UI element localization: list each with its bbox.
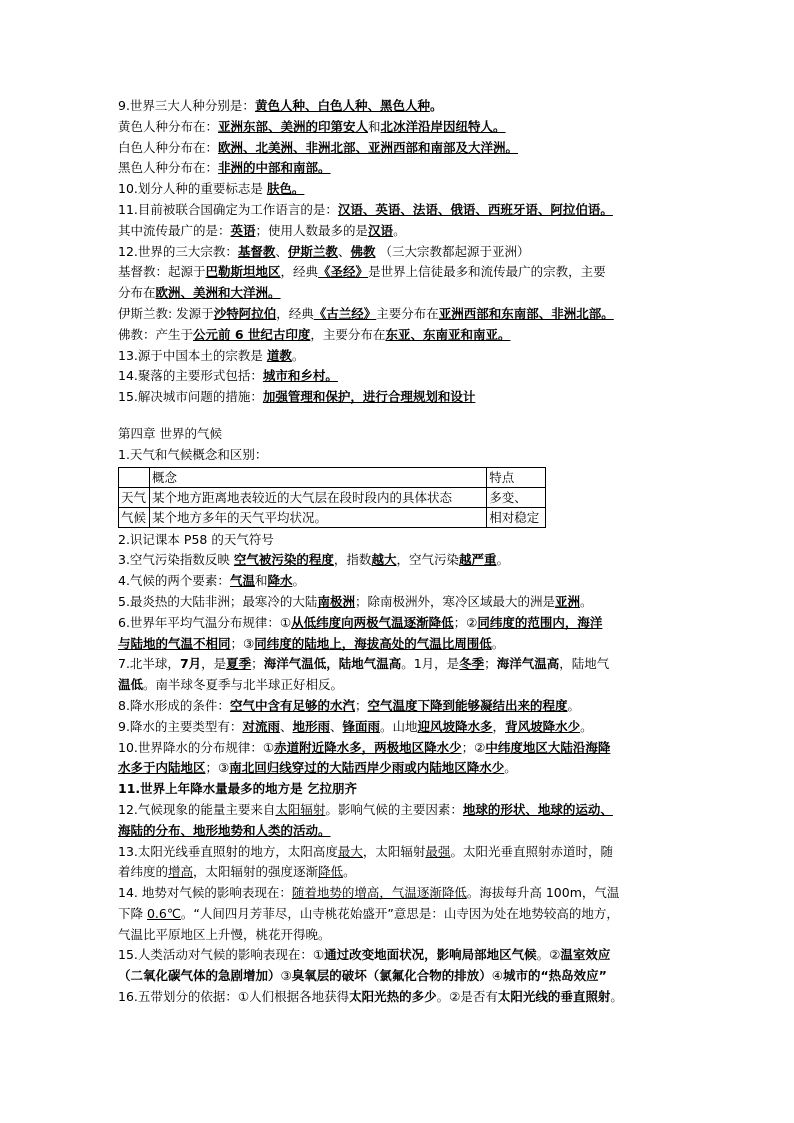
line-settlements (118, 366, 678, 387)
answer: 冬季 (459, 656, 485, 672)
text: 6.世界年平均气温分布规律：① (118, 614, 292, 630)
answer: 随着地势的增高，气温逐渐降低 (291, 885, 467, 901)
answer: 赤道附近降水多，两极地区降水少 (274, 739, 462, 755)
answer: 最强 (425, 843, 451, 859)
answer: 越严重 (458, 552, 497, 568)
line-precip-distribution (118, 738, 678, 759)
answer: 同纬度的陆地上，海拔高处的气温比周围低 (254, 635, 492, 651)
text: 、 (275, 243, 288, 259)
answer: 地形雨 (292, 718, 330, 734)
line-christianity-2 (118, 283, 678, 304)
text: 白色人种分布在： (118, 139, 219, 155)
text: 。 (343, 864, 356, 880)
answer: 城市和乡村。 (262, 368, 338, 384)
line-precip-distribution-2 (118, 758, 678, 779)
line-sun-angle (118, 842, 678, 863)
line-terrain-2 (118, 904, 678, 925)
text: ，太阳辐射 (362, 843, 426, 859)
answer: 太阳辐射 (275, 801, 326, 817)
text: 佛教：产生于 (118, 326, 194, 342)
answer: 汉语 (368, 222, 394, 238)
text: 、 (337, 243, 351, 259)
line-weather-symbols: 2.识记课本 P58 的天气符号 (118, 531, 274, 547)
answer: 与陆地的气温不相同 (118, 635, 231, 651)
answer: 7月 (179, 656, 202, 672)
answer: 从低纬度向两极气温逐渐降低 (291, 614, 454, 630)
text: ；③ (230, 635, 255, 651)
line-un-languages (118, 200, 678, 221)
text: ；除南极洲外，寒冷区域最大的洲是 (354, 593, 555, 609)
answer: 中纬度地区大陆沿海降 (485, 739, 611, 755)
answer: 臭氧层的破坏（氯氟化合物的排放） (291, 968, 492, 984)
text: 、 (279, 718, 293, 734)
text: ； (251, 656, 264, 672)
line-races-title (118, 96, 678, 117)
text: ，指数 (333, 552, 372, 568)
text: 。 (491, 635, 505, 651)
text: 16.五带划分的依据：①人们根据各地获得 (118, 989, 350, 1005)
text: 是世界上信徒最多和流传最广的宗教，主要 (368, 264, 606, 280)
text: 基督教：起源于 (118, 264, 206, 280)
answer: 《圣经》 (318, 264, 369, 280)
line-temp-distribution (118, 613, 678, 634)
text: 14.聚落的主要形式包括： (118, 368, 263, 384)
answer: 南北回归线穿过的大陆西岸少雨或内陆地区降水少 (229, 760, 505, 776)
answer: 温低 (118, 677, 144, 693)
text: （三大宗教都起源于亚洲） (375, 243, 530, 259)
answer: 同纬度的范围内，海洋 (477, 614, 603, 630)
answer: 南极洲 (317, 593, 355, 609)
answer: 佛教 (350, 243, 376, 259)
line-human-activity (118, 945, 678, 966)
text: 。 (429, 98, 443, 113)
answer: 降水 (267, 573, 293, 589)
answer: 增高 (168, 864, 194, 880)
line-terrain (118, 883, 678, 904)
line-terrain-3 (118, 925, 678, 946)
text: ，太阳辐射的强度逐渐 (193, 864, 319, 880)
answer: 沙特阿拉伯 (213, 305, 277, 321)
text: ；② (461, 739, 486, 755)
text: 。 (579, 593, 593, 609)
answer: 太阳光热的多少 (349, 989, 437, 1005)
text: 黄色人种分布在： (118, 118, 219, 134)
answer: 空气被污染的程度 (233, 552, 334, 568)
text: 11.目前被联合国确定为工作语言的是： (118, 201, 338, 217)
answer: 海洋气温高 (496, 656, 560, 672)
text: 。太阳光垂直照射赤道时，随 (450, 843, 613, 859)
text: ③ (280, 968, 292, 984)
answer: 加强管理和保护，进行合理规划和设计 (262, 389, 476, 405)
answer: 欧洲、北美洲、非洲北部、亚洲西部和南部及大洋洲。 (218, 139, 519, 155)
text: ；③ (205, 760, 230, 776)
line-air-pollution (118, 550, 678, 571)
answer: 欧洲、美洲和大洋洲。 (155, 285, 281, 301)
text: 8.降水形成的条件： (118, 697, 230, 713)
answer: 汉语、英语、法语、俄语、西班牙语、阿拉伯语。 (337, 201, 613, 217)
weather-climate-table (118, 467, 546, 528)
answer: 《古兰经》 (313, 305, 377, 321)
text: ④ (491, 968, 503, 984)
table-cell: 多变、 (487, 487, 546, 507)
line-seasons (118, 654, 678, 675)
text: 7.北半球， (118, 656, 180, 672)
table-cell: 气候 (119, 507, 150, 527)
text: 。“人间四月芳菲尽，山寺桃花始盛开”意思是：山寺因为处在地势较高的地方， (180, 905, 619, 921)
answer: 对流雨 (242, 718, 280, 734)
line-hottest-coldest (118, 592, 678, 613)
line-five-zones (118, 987, 678, 1008)
line-city-issues (118, 387, 678, 408)
answer: 气温 (229, 573, 255, 589)
text: 和 (368, 118, 381, 134)
answer: 肤色。 (266, 181, 305, 197)
line-buddhism (118, 325, 678, 346)
text: 12.世界的三大宗教： (118, 243, 238, 259)
text: 4.气候的两个要素： (118, 573, 230, 589)
line-precip-conditions (118, 696, 678, 717)
answer: 亚洲 (554, 593, 580, 609)
table-cell: 天气 (119, 487, 150, 507)
answer: 道教 (266, 347, 292, 363)
line-christianity (118, 262, 678, 283)
table-row (119, 487, 546, 507)
text: 。 (291, 347, 305, 363)
text: ，经典 (276, 305, 314, 321)
answer: 黄色人种、白色人种、黑色人种 (254, 98, 430, 113)
table-cell: 某个地方距离地表较近的大气层在段时段内的具体状态 (149, 487, 486, 507)
text: 气温比平原地区上升慢，桃花开得晚。 (118, 926, 331, 942)
line-climate-factors-2 (118, 821, 678, 842)
answer: 最大 (337, 843, 363, 859)
table-cell (119, 467, 150, 487)
text: 5.最炎热的大陆非洲；最寒冷的大陆 (118, 593, 318, 609)
line-race-mark (118, 179, 678, 200)
text: 、 (329, 718, 343, 734)
answer: 非洲的中部和南部。 (218, 160, 331, 176)
answer: 锋面雨 (342, 718, 381, 734)
text: ， (492, 718, 506, 734)
text: 。 (496, 552, 509, 568)
text: ，经典 (280, 264, 319, 280)
text: ； (354, 697, 368, 713)
line-temp-distribution-2 (118, 634, 678, 655)
answer: 越大 (371, 552, 397, 568)
text: 下降 (118, 905, 147, 921)
answer: 巴勒斯坦地区 (205, 264, 281, 280)
answer: 地球的形状、地球的运动、 (462, 801, 613, 817)
line-language-use (118, 221, 678, 242)
text: 。 (393, 222, 406, 238)
line-three-religions (118, 242, 678, 263)
answer: 0.6℃ (146, 905, 181, 921)
text: 。影响气候的主要因素： (325, 801, 463, 817)
line-black-race (118, 158, 678, 179)
chapter-title: 第四章 世界的气候 (118, 425, 222, 441)
text: 9.降水的主要类型有： (118, 718, 243, 734)
text: 其中流传最广的是： (118, 222, 231, 238)
answer: （二氧化碳气体的急剧增加） (118, 968, 281, 984)
line-sun-angle-2 (118, 862, 678, 883)
answer: 亚洲西部和东南部、非洲北部。 (438, 305, 614, 321)
text: 伊斯兰教: 发源于 (118, 305, 214, 321)
text: ；② (453, 614, 478, 630)
text: 10.划分人种的重要标志是 (118, 181, 267, 197)
answer: 公元前 6 世纪古印度 (193, 326, 311, 342)
text: ，陆地气 (559, 656, 610, 672)
text: 。1月，是 (401, 656, 460, 672)
answer: 英语 (230, 222, 256, 238)
text: 。 (292, 573, 305, 589)
text: 。南半球冬夏季与北半球正好相反。 (143, 677, 344, 693)
text: 15.解决城市问题的措施： (118, 389, 263, 405)
text: ，是 (201, 656, 227, 672)
answer: 降低 (318, 864, 344, 880)
line-yellow-race (118, 117, 678, 138)
text: 。 (567, 697, 580, 713)
text: 14. 地势对气候的影响表现在： (118, 885, 292, 901)
text: 着纬度的 (118, 864, 169, 880)
document-page (118, 96, 678, 1008)
line-weather-climate: 1.天气和气候概念和区别： (118, 446, 268, 462)
text: 。 (580, 718, 593, 734)
line-precip-types (118, 717, 678, 738)
text: 9.世界三大人种分别是： (118, 98, 255, 113)
text: 。②是否有 (436, 989, 498, 1005)
text: 3.空气污染指数反映 (118, 552, 234, 568)
answer: 基督教 (237, 243, 276, 259)
text: 15.人类活动对气候的影响表现在：① (118, 947, 325, 963)
answer: 伊斯兰教 (287, 243, 338, 259)
line-wettest-place: 11.世界上年降水量最多的地方是 乞拉朋齐 (118, 781, 357, 797)
text: ，主要分布在 (310, 326, 386, 342)
text: 和 (254, 573, 268, 589)
line-climate-factors (118, 800, 678, 821)
text: 13.源于中国本土的宗教是 (118, 347, 267, 363)
table-row (119, 507, 546, 527)
answer: 背风坡降水少 (505, 718, 581, 734)
text: 。② (536, 947, 561, 963)
line-human-activity-2 (118, 966, 678, 987)
answer: 东亚、东南亚和南亚。 (385, 326, 511, 342)
answer: 太阳光线的垂直照射 (497, 989, 611, 1005)
text: 主要分布在 (376, 305, 439, 321)
answer: 温室效应 (560, 947, 611, 963)
answer: 夏季 (226, 656, 252, 672)
text: 。山地 (380, 718, 418, 734)
line-islam (118, 304, 678, 325)
answer: 北冰洋沿岸因纽特人。 (380, 118, 506, 134)
answer: 海陆的分布、地形地势和人类的活动。 (118, 822, 331, 838)
line-taoism (118, 346, 678, 367)
text: ，空气污染 (396, 552, 459, 568)
text: ；使用人数最多的是 (255, 222, 369, 238)
table-cell: 某个地方多年的天气平均状况。 (149, 507, 486, 527)
text: ； (484, 656, 497, 672)
text: 。 (610, 989, 623, 1005)
table-cell: 概念 (149, 467, 486, 487)
text: 。海拔每升高 100m，气温 (466, 885, 620, 901)
answer: 迎风坡降水多 (417, 718, 493, 734)
text: 分布在 (118, 285, 156, 301)
table-cell: 特点 (487, 467, 546, 487)
text: 。 (504, 760, 517, 776)
table-cell: 相对稳定 (487, 507, 546, 527)
text: 黑色人种分布在： (118, 160, 219, 176)
answer: 水多于内陆地区 (118, 760, 206, 776)
answer: 海洋气温低，陆地气温高 (263, 656, 402, 672)
text: 10.世界降水的分布规律：① (118, 739, 275, 755)
answer: 空气中含有足够的水汽 (229, 697, 355, 713)
answer: 通过改变地面状况，影响局部地区气候 (324, 947, 537, 963)
line-white-race (118, 138, 678, 159)
answer: 亚洲东部、美洲的印第安人 (218, 118, 369, 134)
text: 12.气候现象的能量主要来自 (118, 801, 276, 817)
answer: 城市的“热岛效应” (502, 968, 607, 984)
text: 13.太阳光线垂直照射的地方，太阳高度 (118, 843, 338, 859)
line-climate-elements (118, 571, 678, 592)
table-header-row (119, 467, 546, 487)
line-seasons-2 (118, 675, 678, 696)
answer: 空气温度下降到能够凝结出来的程度 (367, 697, 568, 713)
